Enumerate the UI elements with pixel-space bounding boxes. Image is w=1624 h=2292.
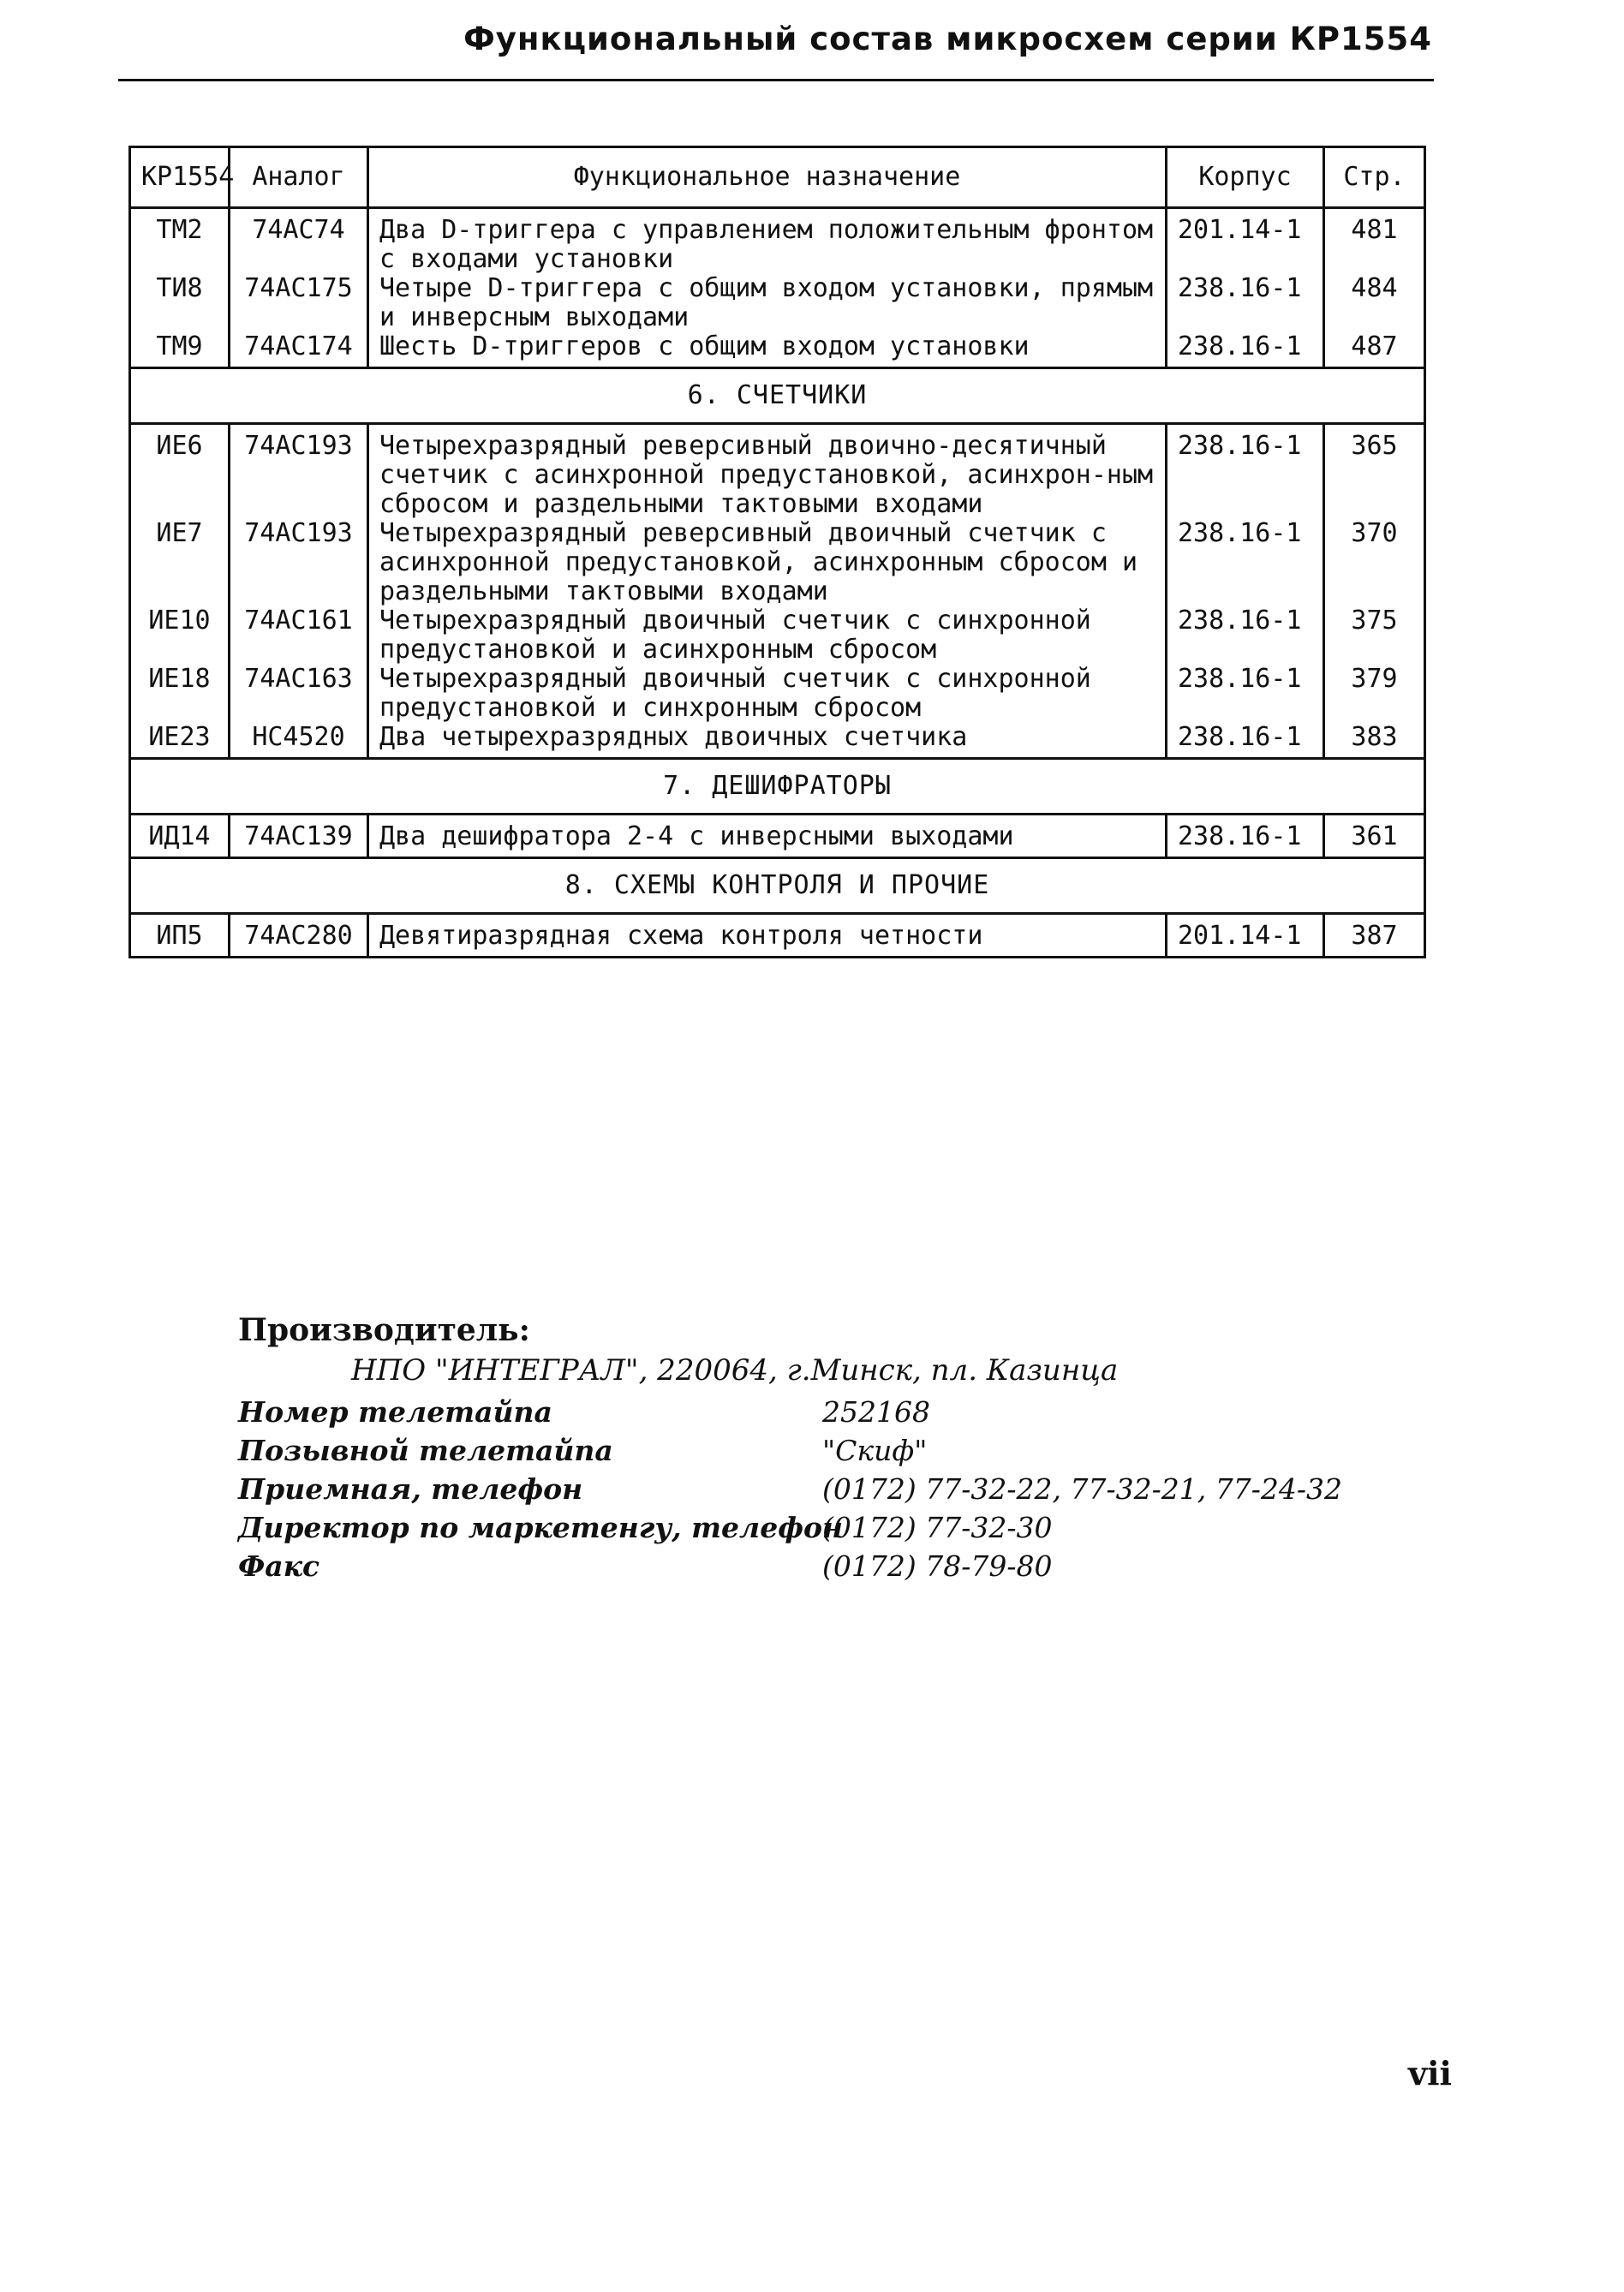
manufacturer-label: Производитель: [238,1312,530,1348]
table-cell-function: Четыре D-триггера с общим входом установки, прямым и инверсным выходами [379,273,1154,332]
table-cell-type: ТМ9 [156,331,203,361]
table-cell-analog: 74AC193 [244,431,353,461]
page-title: Функциональный состав микросхем серии КР1554 [463,21,1432,57]
contact-row [238,1393,1342,1431]
column-header-package: Корпус [1167,147,1324,208]
manufacturer-block [238,1312,1342,1585]
section-heading: 7. ДЕШИФРАТОРЫ [130,759,1425,815]
table-cell-package: 238.16-1 [1178,273,1302,303]
table-cell-function: Девятиразрядная схема контроля четности [368,914,1167,958]
page-cell [1324,208,1425,368]
table-cell-analog: 74AC193 [244,518,353,548]
table-cell-function: Четырехразрядный двоичный счетчик с синхронной предустановкой и асинхронным сбросом [379,606,1091,665]
contact-label: Номер телетайпа [238,1395,552,1429]
table-cell-function: Два D-триггера с управлением положительным фронтом с входами установки [379,215,1154,274]
table-cell-analog: 74AC161 [244,606,353,636]
package-cell [1167,208,1324,368]
table-cell-analog: 74AC174 [244,331,353,361]
table-group-counters [130,424,1425,759]
table-cell-analog: 74AC175 [244,273,353,303]
section-heading: 6. СЧЕТЧИКИ [130,368,1425,424]
type-cell [130,424,230,759]
contact-label: Факс [238,1549,320,1583]
column-header-function: Функциональное назначение [368,147,1167,208]
contact-row [238,1431,1342,1470]
table-cell-type: ИД14 [130,815,230,858]
table-cell-page: 370 [1351,518,1398,548]
table-cell-analog: 74AC139 [230,815,368,858]
table-cell-page: 387 [1324,914,1425,958]
table-header-row [130,147,1425,208]
table-cell-package: 238.16-1 [1178,518,1302,548]
contact-value: (0172) 77-32-22, 77-32-21, 77-24-32 [822,1472,1343,1506]
analog-cell [230,424,368,759]
column-header-page: Стр. [1324,147,1425,208]
components-table [128,146,1426,958]
table-cell-package: 238.16-1 [1178,331,1302,361]
table-cell-package: 238.16-1 [1178,722,1302,752]
page-cell [1324,424,1425,759]
column-header-type: КР1554 [130,147,230,208]
table-cell-analog: 74AC280 [230,914,368,958]
page-number: vii [1408,2054,1452,2092]
table-cell-package: 238.16-1 [1178,606,1302,636]
contact-label: Директор по маркетенгу, телефон [238,1511,844,1544]
section-row-decoders [130,759,1425,815]
table-cell-type: ТМ2 [156,215,203,245]
contact-label: Позывной телетайпа [238,1434,613,1467]
table-cell-package: 238.16-1 [1178,664,1302,694]
column-header-analog: Аналог [230,147,368,208]
table-row [130,815,1425,858]
table-cell-page: 383 [1351,722,1398,752]
table-cell-page: 379 [1351,664,1398,694]
table-cell-function: Два четырехразрядных двоичных счетчика [379,722,968,752]
table-cell-package: 238.16-1 [1178,431,1302,461]
type-cell [130,208,230,368]
table-cell-function: Четырехразрядный двоичный счетчик с синхронной предустановкой и синхронным сбросом [379,664,1091,723]
table-cell-function: Шесть D-триггеров с общим входом установки [379,331,1030,361]
table-cell-type: ИЕ23 [148,722,211,752]
table-cell-page: 365 [1351,431,1398,461]
section-row-control [130,858,1425,914]
function-cell [368,208,1167,368]
table-cell-page: 361 [1324,815,1425,858]
title-rule [118,79,1434,81]
table-cell-page: 481 [1351,215,1398,245]
manufacturer-org: НПО "ИНТЕГРАЛ", 220064, г.Минск, пл. Казинца [351,1353,1119,1388]
contact-value: (0172) 77-32-30 [822,1511,1053,1544]
table-cell-analog: 74AC163 [244,664,353,694]
table-row [130,914,1425,958]
contact-row [238,1508,1342,1547]
contact-label: Приемная, телефон [238,1472,583,1506]
table-cell-type: ИП5 [130,914,230,958]
table-cell-type: ИЕ18 [148,664,211,694]
contact-row [238,1470,1342,1508]
table-cell-function: Четырехразрядный реверсивный двоичный счетчик с асинхронной предустановкой, асинхронным сбросом и раздельными тактовыми входами [379,518,1138,606]
analog-cell [230,208,368,368]
section-row-counters [130,368,1425,424]
contact-row [238,1547,1342,1585]
table-cell-analog: 74AC74 [252,215,345,245]
function-cell [368,424,1167,759]
table-cell-page: 487 [1351,331,1398,361]
table-cell-type: ИЕ10 [148,606,211,636]
contact-value: "Скиф" [822,1434,928,1467]
table-cell-page: 375 [1351,606,1398,636]
contact-value: 252168 [822,1395,930,1429]
table-cell-package: 201.14-1 [1167,914,1324,958]
table-cell-type: ИЕ7 [156,518,203,548]
table-cell-function: Четырехразрядный реверсивный двоично-десятичный счетчик с асинхронной предустановкой, асинхрон-ным сбросом и раздельными тактовыми входами [379,431,1154,519]
table-cell-function: Два дешифратора 2-4 с инверсными выходами [368,815,1167,858]
section-heading: 8. СХЕМЫ КОНТРОЛЯ И ПРОЧИЕ [130,858,1425,914]
table-group-triggers [130,208,1425,368]
table-cell-analog: HC4520 [252,722,345,752]
table-cell-package: 238.16-1 [1167,815,1324,858]
table-cell-page: 484 [1351,273,1398,303]
package-cell [1167,424,1324,759]
table-cell-type: ТИ8 [156,273,203,303]
table-cell-package: 201.14-1 [1178,215,1302,245]
table-cell-type: ИЕ6 [156,431,203,461]
contact-value: (0172) 78-79-80 [822,1549,1053,1583]
